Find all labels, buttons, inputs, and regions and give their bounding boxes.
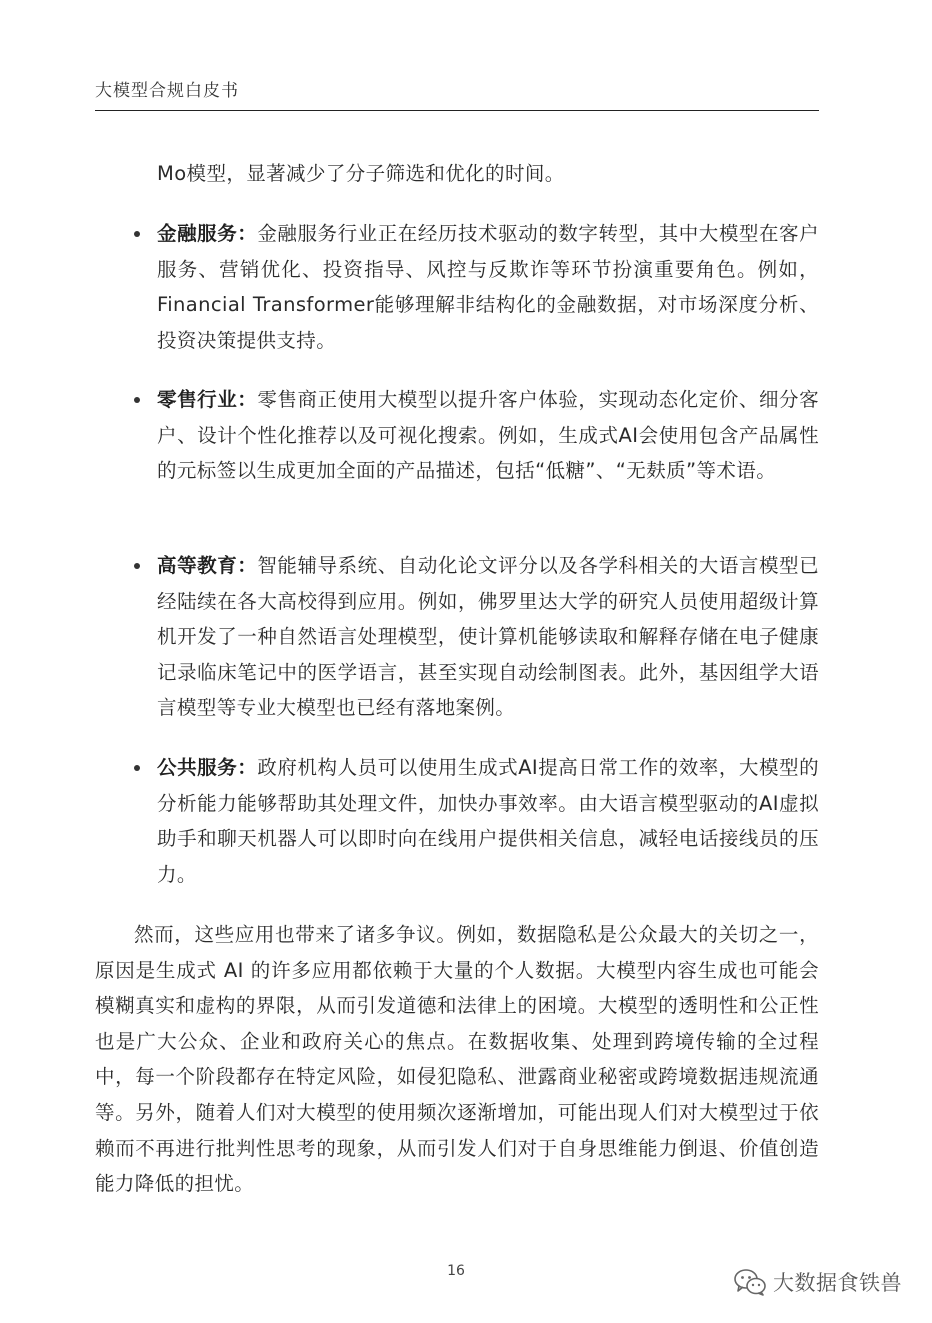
list-item-education xyxy=(157,548,819,726)
bullet-text: 智能辅导系统、自动化论文评分以及各学科相关的大语言模型已经陆续在各大高校得到应用。例如，佛罗里达大学的研究人员使用超级计算机开发了一种自然语言处理模型，使计算机能够读取和解释存储在电子健康记录临床笔记中的医学语言，甚至实现自动绘制图表。此外，基因组学大语言模型等专业大模型也已经有落地案例。 xyxy=(157,554,820,720)
term-separator: ： xyxy=(237,554,258,577)
list-item-public-service xyxy=(157,750,819,892)
bullet-term: 金融服务 xyxy=(157,222,238,245)
term-separator: ： xyxy=(237,222,258,245)
bullet-term: 公共服务 xyxy=(157,756,238,779)
body-paragraph: 然而，这些应用也带来了诸多争议。例如，数据隐私是公众最大的关切之一，原因是生成式 AI 的许多应用都依赖于大量的个人数据。大模型内容生成也可能会模糊真实和虚构的界限，从而引发道德和法律上的困境。大模型的透明性和公正性也是广大公众、企业和政府关心的焦点。在数据收集、处理到跨境传输的全过程中，每一个阶段都存在特定风险，如侵犯隐私、泄露商业秘密或跨境数据违规流通等。另外，随着人们对大模型的使用频次逐渐增加，可能出现人们对大模型过于依赖而不再进行批判性思考的现象，从而引发人们对于自身思维能力倒退、价值创造能力降低的担忧。 xyxy=(95,923,819,1196)
term-separator: ： xyxy=(237,756,258,779)
bullet-text: 零售商正使用大模型以提升客户体验，实现动态化定价、细分客户、设计个性化推荐以及可视化搜索。例如，生成式AI会使用包含产品属性的元标签以生成更加全面的产品描述，包括“低糖”、“无麸质”等术语。 xyxy=(157,388,820,483)
document-title: 大模型合规白皮书 xyxy=(95,81,239,101)
bullet-icon xyxy=(134,765,140,771)
bullet-text: 金融服务行业正在经历技术驱动的数字转型，其中大模型在客户服务、营销优化、投资指导、风控与反欺诈等环节扮演重要角色。例如，Financial Transformer能够理解非结构化的金融数据，对市场深度分析、投资决策提供支持。 xyxy=(157,222,820,352)
watermark-text: 大数据食铁兽 xyxy=(773,1271,902,1295)
bullet-icon xyxy=(134,231,140,237)
watermark xyxy=(733,1265,902,1299)
list-item-finance xyxy=(157,216,819,358)
bullet-term: 高等教育 xyxy=(157,554,238,577)
bullet-icon xyxy=(134,397,140,403)
continuation-text: Mo模型，显著减少了分子筛选和优化的时间。 xyxy=(157,162,565,185)
header-divider xyxy=(95,110,819,111)
term-separator: ： xyxy=(237,388,258,411)
page-number: 16 xyxy=(447,1263,465,1279)
bullet-text: 政府机构人员可以使用生成式AI提高日常工作的效率，大模型的分析能力能够帮助其处理文件，加快办事效率。由大语言模型驱动的AI虚拟助手和聊天机器人可以即时向在线用户提供相关信息，减轻电话接线员的压力。 xyxy=(157,756,819,886)
bullet-term: 零售行业 xyxy=(157,388,238,411)
list-item-retail xyxy=(157,382,819,489)
bullet-icon xyxy=(134,563,140,569)
wechat-icon xyxy=(733,1267,767,1297)
